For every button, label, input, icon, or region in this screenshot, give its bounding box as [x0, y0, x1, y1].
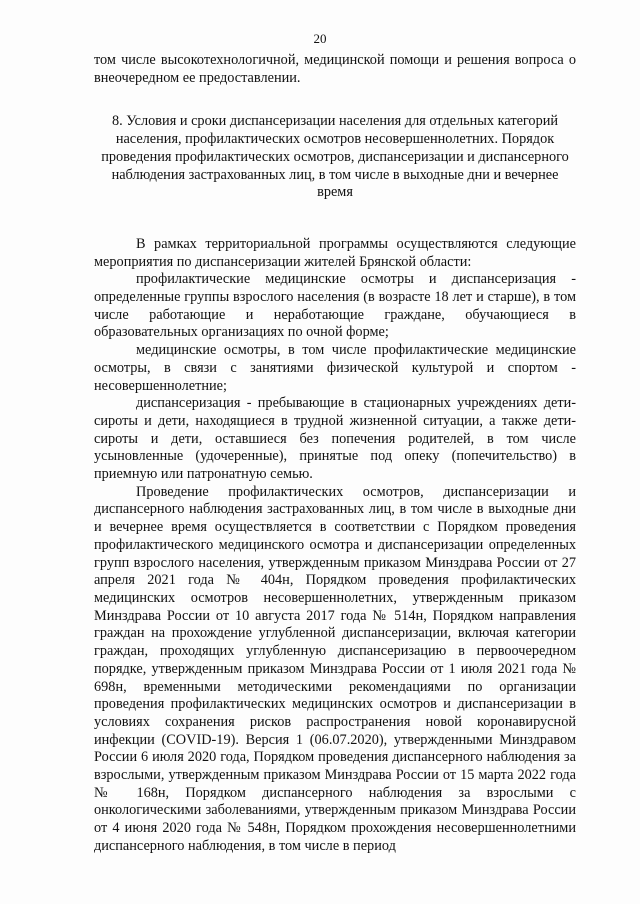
body-paragraph: Проведение профилактических осмотров, диспансеризации и диспансерного наблюдения застрахованных лиц, в том числе в выходные дни и вечернее время осуществляется в соответствии с Порядком проведения профилактического медицинского осмотра и диспансеризации определенных групп взрослого населения, утвержденным приказом Минздрава России от 27 апреля 2021 года № 404н, Порядком проведения профилактических медицинских осмотров несовершеннолетних, утвержденным приказом Минздрава России от 10 августа 2017 года № 514н, Порядком направления граждан на прохождение углубленной диспансеризации, включая категории граждан, проходящих углубленную диспансеризацию в первоочередном порядке, утвержденным приказом Минздрава России от 1 июля 2021 года № 698н, временными методическими рекомендациями по организации проведения профилактических медицинских осмотров и диспансеризации в условиях сохранения рисков распространения новой коронавирусной инфекции (COVID-19). Версия 1 (06.07.2020), утвержденными Минздравом России 6 июля 2020 года, Порядком проведения диспансерного наблюдения за взрослыми, утвержденным приказом Минздрава России от 15 марта 2022 года № 168н, Порядком диспансерного наблюдения за взрослыми с онкологическими заболеваниями, утвержденным приказом Минздрава России от 4 июня 2020 года № 548н, Порядком прохождения несовершеннолетними диспансерного наблюдения, в том числе в период [94, 483, 576, 854]
body-paragraph: профилактические медицинские осмотры и диспансеризация - определенные группы взрослого населения (в возрасте 18 лет и старше), в том числе работающие и неработающие граждане, обучающиеся в образовательных организациях по очной форме; [94, 271, 576, 341]
page-content [94, 52, 576, 856]
page-number: 20 [313, 31, 327, 46]
intro-paragraph: том числе высокотехнологичной, медицинской помощи и решения вопроса о внеочередном ее предоставлении. [94, 52, 576, 86]
body-paragraph: В рамках территориальной программы осуществляются следующие мероприятия по диспансеризации жителей Брянской области: [94, 235, 576, 270]
body-paragraph: диспансеризация - пребывающие в стационарных учреждениях дети-сироты и дети, находящиеся в трудной жизненной ситуации, а также дети-сироты и дети, оставшиеся без попечения родителей, в том числе усыновленные (удочеренные), принятые под опеку (попечительство) в приемную или патронатную семью. [94, 395, 576, 483]
body-paragraph: медицинские осмотры, в том числе профилактические медицинские осмотры, в связи с занятиями физической культурой и спортом - несовершеннолетние; [94, 342, 576, 394]
section-heading: 8. Условия и сроки диспансеризации населения для отдельных категорий населения, профилактических осмотров несовершеннолетних. Порядок проведения профилактических осмотров, диспансеризации и диспансерного наблюдения застрахованных лиц, в том числе в выходные дни и вечернее время [101, 113, 569, 201]
